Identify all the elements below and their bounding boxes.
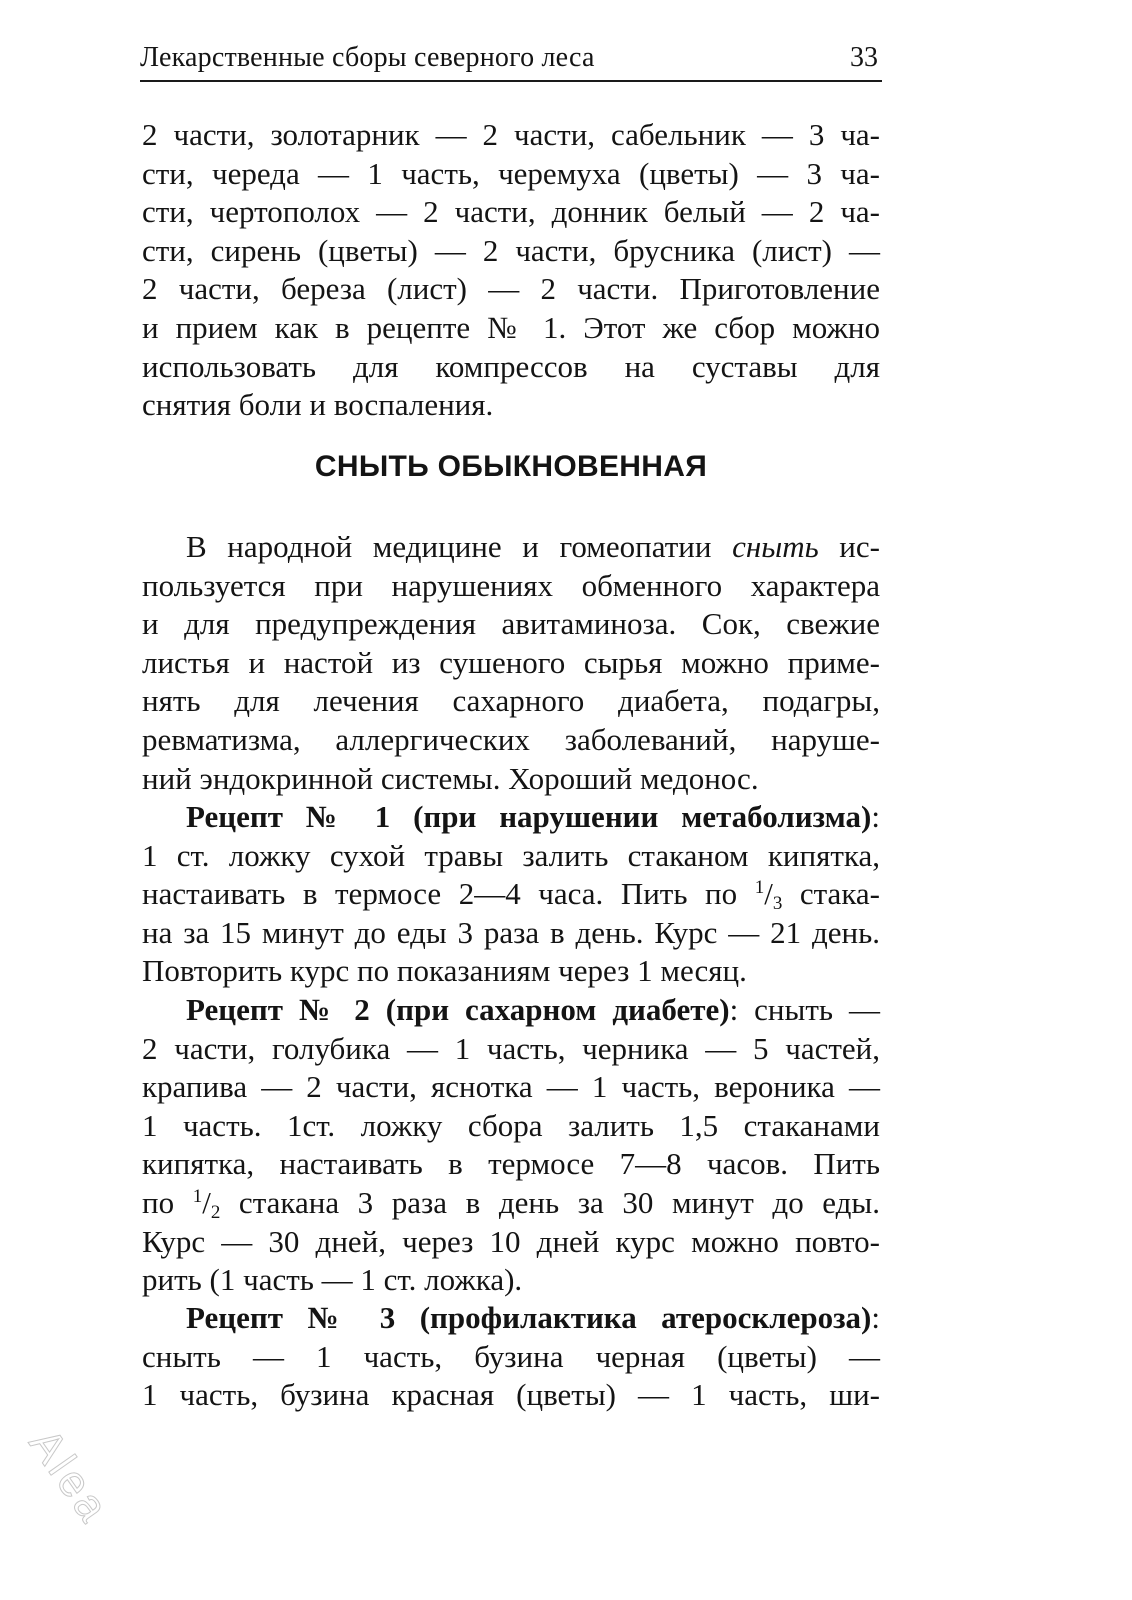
text-line: Курс — 30 дней, через 10 дней курс можно повто-	[142, 1223, 880, 1259]
text-line: и прием как в рецепте № 1. Этот же сбор можно	[142, 309, 880, 345]
text-line: сти, сирень (цветы) — 2 части, брусника (лист) —	[142, 232, 880, 268]
text-line	[142, 1184, 880, 1223]
text-run: ис-	[818, 529, 880, 564]
page-header	[140, 42, 882, 82]
text-line	[142, 875, 880, 914]
fraction-numerator: 1	[754, 877, 765, 899]
text-line: сти, череда — 1 часть, черемуха (цветы) — 3 ча-	[142, 155, 880, 191]
recipe-title: Рецепт № 3 (профилактика атеросклероза)	[186, 1300, 872, 1335]
text-line: кипятка, настаивать в термосе 7—8 часов. Пить	[142, 1146, 880, 1182]
running-title: Лекарственные сборы северного леса	[140, 42, 595, 73]
watermark: Alea	[19, 1420, 120, 1534]
text-line: листья и настой из сушеного сырья можно приме-	[142, 644, 880, 680]
text-line: ревматизма, аллергических заболеваний, наруше-	[142, 721, 880, 757]
text-line: на за 15 минут до еды 3 раза в день. Курс — 21 день.	[142, 914, 880, 950]
section-title: СНЫТЬ ОБЫКНОВЕННАЯ	[314, 450, 708, 483]
text-line: ний эндокринной системы. Хороший медонос.	[142, 760, 759, 796]
fraction-numerator: 1	[192, 1185, 203, 1207]
text-line: 2 части, голубика — 1 часть, черника — 5 частей,	[142, 1030, 880, 1066]
fraction: $^1/_3$	[754, 876, 783, 915]
recipe-3	[142, 1299, 880, 1415]
text-line	[142, 528, 880, 567]
plant-name: сныть	[732, 529, 819, 564]
recipe-2	[142, 991, 880, 1300]
fraction-denominator: 2	[210, 1201, 221, 1223]
text-line: 2 части, береза (лист) — 2 части. Приготовление	[142, 271, 880, 307]
text-line: Повторить курс по показаниям через 1 месяц.	[142, 953, 747, 989]
recipe-title-line	[142, 1299, 880, 1338]
text-run: стака-	[782, 876, 880, 912]
text-run: настаивать в термосе 2—4 часа. Пить по	[142, 876, 755, 912]
text-run: по	[142, 1184, 193, 1220]
description-paragraph	[142, 528, 880, 798]
text-run: : сныть —	[729, 992, 880, 1027]
recipe-1	[142, 798, 880, 991]
text-run: стакана 3 раза в день за 30 минут до еды.	[220, 1184, 880, 1220]
text-line: нять для лечения сахарного диабета, подагры,	[142, 683, 880, 719]
text-line: крапива — 2 части, яснотка — 1 часть, вероника —	[142, 1069, 880, 1105]
recipe-title-line	[142, 991, 880, 1030]
recipe-title-line	[142, 798, 880, 837]
text-line: рить (1 часть — 1 ст. ложка).	[142, 1262, 523, 1298]
text-run: В народной медицине и гомеопатии	[186, 529, 733, 564]
text-line: 1 часть. 1ст. ложку сбора залить 1,5 стаканами	[142, 1107, 880, 1143]
text-line: и для предупреждения авитаминоза. Сок, свежие	[142, 606, 880, 642]
text-line: 1 ст. ложку сухой травы залить стаканом кипятка,	[142, 837, 880, 873]
recipe-title: Рецепт № 2 (при сахарном диабете)	[186, 992, 730, 1027]
text-line: использовать для компрессов на суставы для	[142, 348, 880, 384]
text-run: :	[871, 799, 880, 834]
text-line: сти, чертополох — 2 части, донник белый — 2 ча-	[142, 194, 880, 230]
fraction-denominator: 3	[772, 893, 783, 915]
text-line: снятия боли и воспаления.	[142, 387, 494, 423]
page-number: 33	[850, 42, 878, 73]
recipe-title: Рецепт № 1 (при нарушении метаболизма)	[186, 799, 872, 834]
text-line: 2 части, золотарник — 2 части, сабельник — 3 ча-	[142, 117, 880, 152]
fraction: $^1/_2$	[192, 1184, 221, 1223]
text-line: пользуется при нарушениях обменного характера	[142, 567, 880, 603]
intro-paragraph	[142, 116, 880, 425]
text-line: 1 часть, бузина красная (цветы) — 1 часть, ши-	[142, 1377, 880, 1413]
text-line: сныть — 1 часть, бузина черная (цветы) —	[142, 1338, 880, 1374]
text-run: :	[871, 1300, 880, 1335]
